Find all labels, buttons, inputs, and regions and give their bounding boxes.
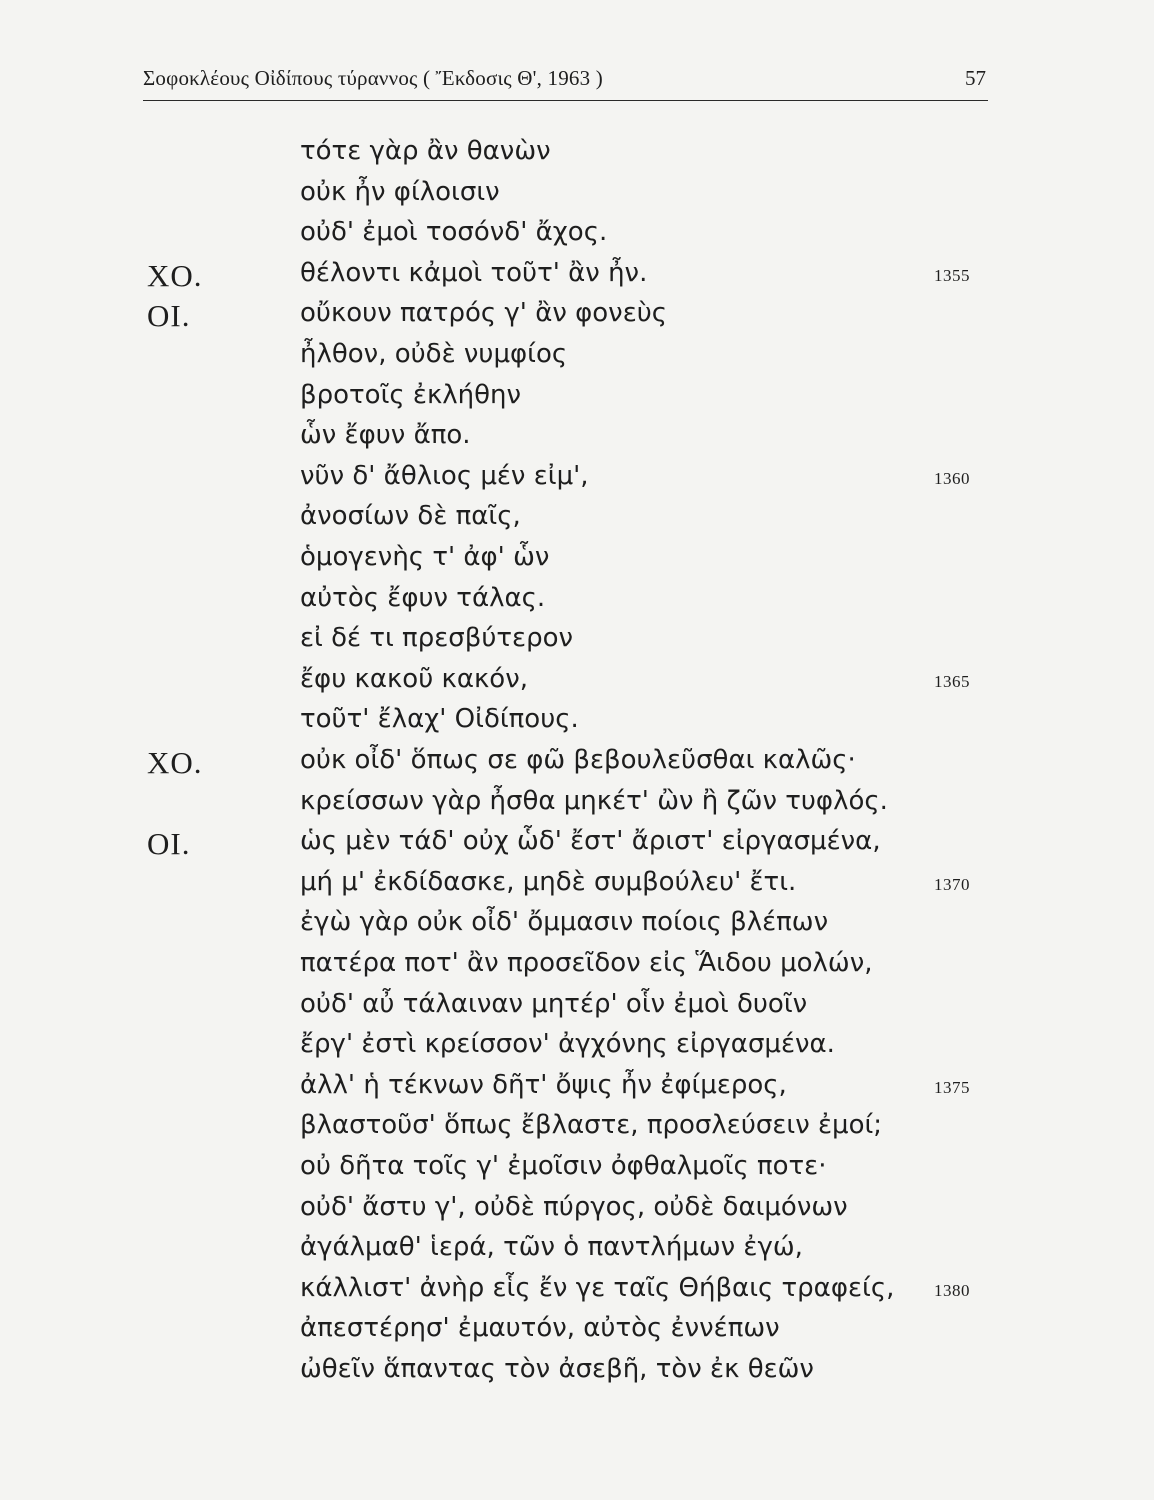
verse-line xyxy=(0,948,1154,988)
verse-line xyxy=(0,867,1154,907)
verse-line xyxy=(0,501,1154,541)
verse-line xyxy=(0,1110,1154,1150)
verse-line xyxy=(0,826,1154,866)
page-number: 57 xyxy=(965,66,986,90)
verse-text: κρείσσων γὰρ ἦσθα μηκέτ' ὢν ἢ ζῶν τυφλός. xyxy=(300,785,888,816)
verse-line xyxy=(0,1232,1154,1272)
verse-text: νῦν δ' ἄθλιος μέν εἰμ', xyxy=(300,460,589,491)
verse-line xyxy=(0,339,1154,379)
verse-line xyxy=(0,420,1154,460)
verse-line xyxy=(0,1313,1154,1353)
line-number: 1375 xyxy=(934,1077,970,1097)
verse-text: ἀγάλμαθ' ἱερά, τῶν ὁ παντλήμων ἐγώ, xyxy=(300,1232,803,1263)
verse-text: ἦλθον, οὐδὲ νυμφίος xyxy=(300,339,568,369)
header-title: Σοφοκλέους Οἰδίπους τύραννος ( Ἔκδοσις Θ', 1963 ) xyxy=(143,66,603,90)
verse-text: ἔργ' ἐστὶ κρείσσον' ἀγχόνης εἰργασμένα. xyxy=(300,1029,835,1060)
verse-text: βροτοῖς ἐκλήθην xyxy=(300,379,522,410)
speaker-label: ΟΙ. xyxy=(147,826,191,862)
verse-text: οὐδ' ἄστυ γ', οὐδὲ πύργος, οὐδὲ δαιμόνων xyxy=(300,1191,848,1222)
verse-text: ἔφυ κακοῦ κακόν, xyxy=(300,663,528,694)
verse-line xyxy=(0,136,1154,176)
verse-line xyxy=(0,1070,1154,1110)
verse-line xyxy=(0,745,1154,785)
verse-line xyxy=(0,177,1154,217)
verse-line xyxy=(0,704,1154,744)
line-number: 1370 xyxy=(934,874,970,894)
verse-text: οὐδ' αὖ τάλαιναν μητέρ' οἷν ἐμοὶ δυοῖν xyxy=(300,988,808,1019)
speaker-label: ΧΟ. xyxy=(147,257,203,293)
verse-text: οὔκουν πατρός γ' ἂν φονεὺς xyxy=(300,298,668,329)
verse-text: εἰ δέ τι πρεσβύτερον xyxy=(300,623,574,654)
verse-text: ὁμογενὴς τ' ἀφ' ὧν xyxy=(300,542,550,572)
verse-text: τοῦτ' ἔλαχ' Οἰδίπους. xyxy=(300,704,579,735)
verse-line xyxy=(0,258,1154,298)
speaker-label: ΧΟ. xyxy=(147,745,203,780)
verse-text: οὐκ οἶδ' ὅπως σε φῶ βεβουλεῦσθαι καλῶς· xyxy=(300,745,856,775)
verse-text: ἐγὼ γὰρ οὐκ οἶδ' ὄμμασιν ποίοις βλέπων xyxy=(300,907,829,938)
verse-text: ἀπεστέρησ' ἐμαυτόν, αὐτὸς ἐννέπων xyxy=(300,1313,780,1344)
line-number: 1380 xyxy=(934,1280,970,1300)
verse-line xyxy=(0,786,1154,826)
verse-text: πατέρα ποτ' ἂν προσεῖδον εἰς Ἅιδου μολών, xyxy=(300,948,873,978)
verse-text: ὡς μὲν τάδ' οὐχ ὧδ' ἔστ' ἄριστ' εἰργασμένα, xyxy=(300,826,881,857)
verse-line xyxy=(0,1192,1154,1232)
verse-line xyxy=(0,623,1154,663)
verse-line xyxy=(0,1354,1154,1394)
verse-line xyxy=(0,461,1154,501)
verse-line xyxy=(0,664,1154,704)
verse-line xyxy=(0,583,1154,623)
verse-text: οὐ δῆτα τοῖς γ' ἐμοῖσιν ὀφθαλμοῖς ποτε· xyxy=(300,1151,827,1181)
verse-text: μή μ' ἐκδίδασκε, μηδὲ συμβούλευ' ἔτι. xyxy=(300,866,797,897)
verse-text: οὐδ' ἐμοὶ τοσόνδ' ἄχος. xyxy=(300,217,608,248)
verse-line xyxy=(0,380,1154,420)
verse-text: ἀλλ' ἡ τέκνων δῆτ' ὄψις ἦν ἐφίμερος, xyxy=(300,1069,787,1100)
verse-line xyxy=(0,1029,1154,1069)
verse-text: οὐκ ἦν φίλοισιν xyxy=(300,176,500,207)
verse-text: βλαστοῦσ' ὅπως ἔβλαστε, προσλεύσειν ἐμοί; xyxy=(300,1110,883,1141)
verse-line xyxy=(0,1151,1154,1191)
verse-line xyxy=(0,907,1154,947)
verse-text: θέλοντι κἀμοὶ τοῦτ' ἂν ἦν. xyxy=(300,257,648,288)
verse-line xyxy=(0,989,1154,1029)
verse-text: ὧν ἔφυν ἄπο. xyxy=(300,420,471,451)
verse-line xyxy=(0,1273,1154,1313)
running-header xyxy=(143,60,988,101)
speaker-label: ΟΙ. xyxy=(147,298,191,334)
verse-line xyxy=(0,298,1154,338)
verse-text: αὐτὸς ἔφυν τάλας. xyxy=(300,582,546,613)
verse-text: τότε γὰρ ἂν θανὼν xyxy=(300,136,551,166)
verse-line xyxy=(0,217,1154,257)
verse-text: κάλλιστ' ἀνὴρ εἷς ἔν γε ταῖς Θήβαις τραφείς, xyxy=(300,1272,895,1303)
verse-text: ἀνοσίων δὲ παῖς, xyxy=(300,501,521,532)
line-number: 1355 xyxy=(934,265,970,285)
line-number: 1360 xyxy=(934,468,970,488)
verse-line xyxy=(0,542,1154,582)
line-number: 1365 xyxy=(934,671,970,691)
verse-text: ὠθεῖν ἅπαντας τὸν ἀσεβῆ, τὸν ἐκ θεῶν xyxy=(300,1354,814,1384)
